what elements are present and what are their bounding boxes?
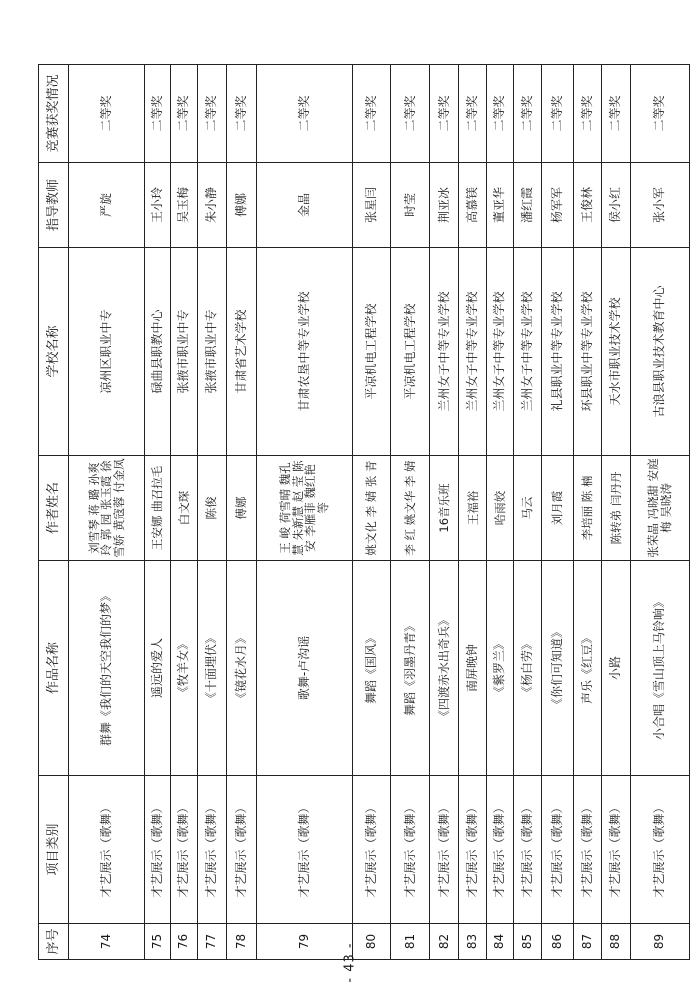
table-row bbox=[391, 65, 430, 960]
cell-no: 75 bbox=[145, 924, 170, 960]
cell-authors: 姚文化 李 婧 张 青 bbox=[352, 456, 390, 561]
header-award: 竞赛获奖情况 bbox=[39, 65, 69, 163]
table-row bbox=[197, 65, 226, 960]
cell-authors: 陈俊 bbox=[197, 456, 226, 561]
cell-school: 平凉机电工程学校 bbox=[352, 248, 390, 456]
cell-award: 二等奖 bbox=[487, 65, 514, 163]
cell-category: 才艺展示（歌舞） bbox=[430, 776, 459, 924]
cell-school: 天水市职业技术学校 bbox=[601, 248, 630, 456]
cell-work: 《十面埋伏》 bbox=[197, 561, 226, 776]
cell-award: 二等奖 bbox=[391, 65, 430, 163]
cell-work: 《你们可知道》 bbox=[541, 561, 573, 776]
cell-school: 兰州女子中等专业学校 bbox=[513, 248, 541, 456]
cell-category: 才艺展示（歌舞） bbox=[574, 776, 602, 924]
table-row bbox=[69, 65, 145, 960]
cell-category: 才艺展示（歌舞） bbox=[69, 776, 145, 924]
cell-teacher: 王俊林 bbox=[574, 163, 602, 248]
page-number-text: - 43 - bbox=[342, 942, 358, 983]
cell-teacher: 荆亚冰 bbox=[430, 163, 459, 248]
cell-category: 才艺展示（歌舞） bbox=[145, 776, 170, 924]
cell-teacher: 金晶 bbox=[256, 163, 352, 248]
cell-authors: 李培丽 陈 楠 bbox=[574, 456, 602, 561]
cell-award: 二等奖 bbox=[197, 65, 226, 163]
table-row bbox=[513, 65, 541, 960]
cell-award: 二等奖 bbox=[226, 65, 256, 163]
cell-authors: 王 峻 荷雪晴 魏孔慧 朱新慧 赵 莹 陈 安 李雁菲 魏红艳 等 bbox=[256, 456, 352, 561]
cell-school: 碌曲县职教中心 bbox=[145, 248, 170, 456]
cell-authors: 哈雨姣 bbox=[487, 456, 514, 561]
cell-no: 77 bbox=[197, 924, 226, 960]
cell-teacher: 侯小红 bbox=[601, 163, 630, 248]
cell-teacher: 张星闫 bbox=[352, 163, 390, 248]
cell-category: 才艺展示（歌舞） bbox=[352, 776, 390, 924]
cell-work: 小合唱《雪山顶上马铃响》 bbox=[630, 561, 689, 776]
cell-teacher: 吴玉梅 bbox=[170, 163, 197, 248]
cell-category: 才艺展示（歌舞） bbox=[601, 776, 630, 924]
cell-award: 二等奖 bbox=[145, 65, 170, 163]
table-row bbox=[487, 65, 514, 960]
cell-authors: 李 红 姚文华 李 婧 bbox=[391, 456, 430, 561]
cell-authors: 16音乐班 bbox=[430, 456, 459, 561]
cell-work: 《牧羊女》 bbox=[170, 561, 197, 776]
cell-award: 二等奖 bbox=[256, 65, 352, 163]
cell-school: 甘肃省艺术学校 bbox=[226, 248, 256, 456]
cell-category: 才艺展示（歌舞） bbox=[391, 776, 430, 924]
header-teacher: 指导教师 bbox=[39, 163, 69, 248]
cell-school: 兰州女子中等专业学校 bbox=[487, 248, 514, 456]
cell-award: 二等奖 bbox=[541, 65, 573, 163]
header-no: 序号 bbox=[39, 924, 69, 960]
cell-no: 85 bbox=[513, 924, 541, 960]
cell-no: 86 bbox=[541, 924, 573, 960]
cell-no: 83 bbox=[459, 924, 487, 960]
cell-no: 81 bbox=[391, 924, 430, 960]
cell-teacher: 董亚华 bbox=[487, 163, 514, 248]
cell-teacher: 严旋 bbox=[69, 163, 145, 248]
awards-table bbox=[38, 64, 690, 960]
table-row bbox=[226, 65, 256, 960]
cell-category: 才艺展示（歌舞） bbox=[197, 776, 226, 924]
cell-no: 74 bbox=[69, 924, 145, 960]
cell-award: 二等奖 bbox=[352, 65, 390, 163]
cell-authors: 傅娜 bbox=[226, 456, 256, 561]
cell-school: 甘肃农垦中等专业学校 bbox=[256, 248, 352, 456]
cell-work: 声乐《红豆》 bbox=[574, 561, 602, 776]
cell-authors: 陈转弟 闫丹丹 bbox=[601, 456, 630, 561]
cell-authors: 王福裕 bbox=[459, 456, 487, 561]
cell-no: 84 bbox=[487, 924, 514, 960]
cell-award: 二等奖 bbox=[513, 65, 541, 163]
cell-category: 才艺展示（歌舞） bbox=[256, 776, 352, 924]
cell-work: 群舞《我们的天空我们的梦》 bbox=[69, 561, 145, 776]
header-authors: 作者姓名 bbox=[39, 456, 69, 561]
cell-school: 凉州区职业中专 bbox=[69, 248, 145, 456]
cell-award: 二等奖 bbox=[430, 65, 459, 163]
header-school: 学校名称 bbox=[39, 248, 69, 456]
cell-work: 《紫罗兰》 bbox=[487, 561, 514, 776]
cell-work: 南屏晚钟 bbox=[459, 561, 487, 776]
table-row bbox=[459, 65, 487, 960]
table-row bbox=[630, 65, 689, 960]
table-row bbox=[352, 65, 390, 960]
cell-school: 兰州女子中等专业学校 bbox=[430, 248, 459, 456]
table-row bbox=[574, 65, 602, 960]
table-row bbox=[430, 65, 459, 960]
cell-teacher: 潘红霞 bbox=[513, 163, 541, 248]
cell-teacher: 王小玲 bbox=[145, 163, 170, 248]
cell-category: 才艺展示（歌舞） bbox=[630, 776, 689, 924]
cell-authors: 刘雪琴 蒋 璐 孙爽玲 郭 园 张玉霞 徐雪娇 黄寇蓉 付金凤 bbox=[69, 456, 145, 561]
cell-award: 二等奖 bbox=[170, 65, 197, 163]
cell-authors: 张荣晶 冯晓甜 安庭梅 吴晓涛 bbox=[630, 456, 689, 561]
cell-teacher: 张小军 bbox=[630, 163, 689, 248]
cell-category: 才艺展示（歌舞） bbox=[226, 776, 256, 924]
page-number bbox=[0, 942, 700, 983]
cell-category: 才艺展示（歌舞） bbox=[513, 776, 541, 924]
cell-school: 环县职业中等专业学校 bbox=[574, 248, 602, 456]
table-row bbox=[170, 65, 197, 960]
rotated-table-container bbox=[38, 65, 690, 960]
cell-category: 才艺展示（歌舞） bbox=[459, 776, 487, 924]
cell-award: 二等奖 bbox=[630, 65, 689, 163]
table-body bbox=[69, 65, 690, 960]
cell-authors: 白文琛 bbox=[170, 456, 197, 561]
cell-authors: 王安娜 曲召拉毛 bbox=[145, 456, 170, 561]
cell-school: 张掖市职业中专 bbox=[170, 248, 197, 456]
cell-no: 80 bbox=[352, 924, 390, 960]
cell-teacher: 高慕镁 bbox=[459, 163, 487, 248]
cell-no: 89 bbox=[630, 924, 689, 960]
table-row bbox=[541, 65, 573, 960]
table-row bbox=[601, 65, 630, 960]
cell-no: 79 bbox=[256, 924, 352, 960]
cell-school: 礼县职业中等专业学校 bbox=[541, 248, 573, 456]
cell-award: 二等奖 bbox=[601, 65, 630, 163]
cell-work: 遥远的爱人 bbox=[145, 561, 170, 776]
cell-no: 78 bbox=[226, 924, 256, 960]
cell-award: 二等奖 bbox=[574, 65, 602, 163]
cell-work: 《镜花水月》 bbox=[226, 561, 256, 776]
cell-no: 87 bbox=[574, 924, 602, 960]
cell-school: 张掖市职业中专 bbox=[197, 248, 226, 456]
cell-work: 歌舞-卢沟谣 bbox=[256, 561, 352, 776]
cell-teacher: 杨军军 bbox=[541, 163, 573, 248]
table-row bbox=[256, 65, 352, 960]
cell-school: 平凉机电工程学校 bbox=[391, 248, 430, 456]
cell-category: 才艺展示（歌舞） bbox=[170, 776, 197, 924]
cell-category: 才艺展示（歌舞） bbox=[487, 776, 514, 924]
cell-award: 二等奖 bbox=[459, 65, 487, 163]
cell-work: 舞蹈《羽墨丹青》 bbox=[391, 561, 430, 776]
table-row bbox=[145, 65, 170, 960]
cell-school: 兰州女子中等专业学校 bbox=[459, 248, 487, 456]
cell-work: 《杨白劳》 bbox=[513, 561, 541, 776]
cell-no: 76 bbox=[170, 924, 197, 960]
cell-work: 《四渡赤水出奇兵》 bbox=[430, 561, 459, 776]
cell-work: 小路 bbox=[601, 561, 630, 776]
cell-work: 舞蹈《国风》 bbox=[352, 561, 390, 776]
cell-authors: 马云 bbox=[513, 456, 541, 561]
cell-teacher: 傅娜 bbox=[226, 163, 256, 248]
header-category: 项目类别 bbox=[39, 776, 69, 924]
cell-no: 82 bbox=[430, 924, 459, 960]
header-work: 作品名称 bbox=[39, 561, 69, 776]
cell-award: 二等奖 bbox=[69, 65, 145, 163]
cell-school: 古浪县职业技术教育中心 bbox=[630, 248, 689, 456]
cell-teacher: 朱小静 bbox=[197, 163, 226, 248]
cell-teacher: 时莹 bbox=[391, 163, 430, 248]
cell-authors: 刘月霞 bbox=[541, 456, 573, 561]
cell-no: 88 bbox=[601, 924, 630, 960]
header-row bbox=[39, 65, 69, 960]
cell-category: 才艺展示（歌舞） bbox=[541, 776, 573, 924]
